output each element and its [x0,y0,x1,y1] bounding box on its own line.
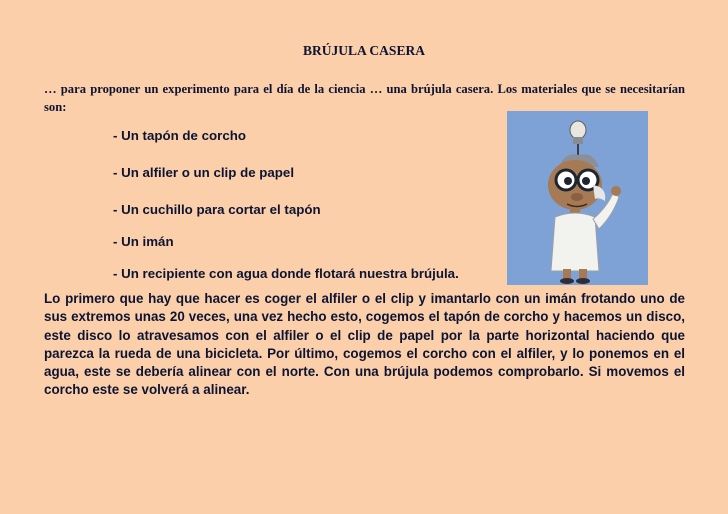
materials-item-cork: - Un tapón de corcho [113,128,246,143]
materials-item-magnet: - Un imán [113,234,174,249]
scientist-illustration [507,111,648,285]
intro-paragraph: … para proponer un experimento para el día de la ciencia … una brújula casera. Los materiales que se necesitarían son: [44,82,685,114]
instructions-paragraph: Lo primero que hay que hacer es coger el alfiler o el clip y imantarlo con un imán frotando uno de sus extremos unas 20 veces, una vez hecho esto, cogemos el tapón de corcho y hacemos un disco, este disco lo atravesamos con el alfiler o el clip de papel por la parte horizontal haciendo que parezca la rueda de una bicicleta. Por último, cogemos el corcho con el alfiler, y lo ponemos en el agua, este se debería alinear con el norte. Con una brújula podemos comprobarlo. Si movemos el corcho este se volverá a alinear. [44,291,685,398]
materials-item-water: - Un recipiente con agua donde flotará nuestra brújula. [113,266,459,281]
materials-item-knife: - Un cuchillo para cortar el tapón [113,202,321,217]
document-title: BRÚJULA CASERA [303,43,425,58]
materials-item-pin: - Un alfiler o un clip de papel [113,165,295,180]
